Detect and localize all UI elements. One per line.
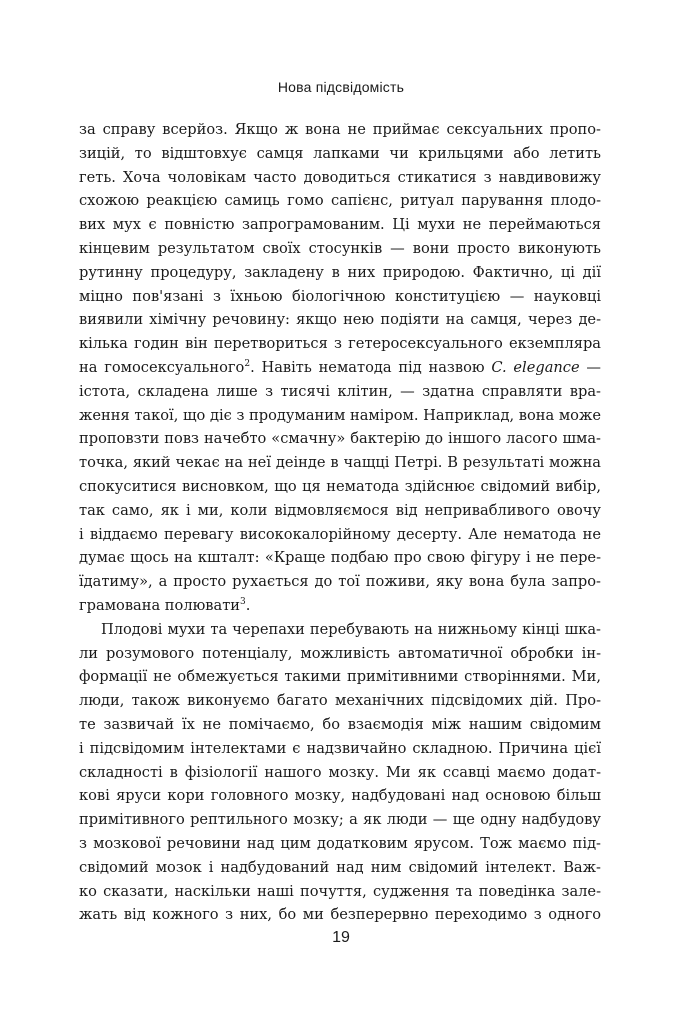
text-line: кілька годин він перетвориться з гетеросексуального екземпляра xyxy=(79,335,601,353)
page-number: 19 xyxy=(332,929,350,946)
text-line: істота, складена лише з тисячі клітин, — здатна справляти вра- xyxy=(79,382,601,400)
text-line: формації не обмежується такими примітивними створіннями. Ми, xyxy=(79,668,601,686)
text-segment: — xyxy=(579,358,601,376)
text-line: міцно пов'язані з їхньою біологічною конституцією — науковці xyxy=(79,287,601,305)
text-line: думає щось на кшталт: «Краще подбаю про свою фігуру і не пере- xyxy=(79,549,601,567)
text-line: точка, який чекає на неї деінде в чащці Петрі. В результаті можна xyxy=(79,454,601,472)
text-line: за справу всерйоз. Якщо ж вона не приймає сексуальних пропо- xyxy=(79,121,601,138)
body-text xyxy=(79,118,601,927)
species-name: C. elegance xyxy=(491,358,580,376)
text-line: їдатиму», а просто рухається до тої поживи, яку вона була запро- xyxy=(79,573,601,591)
text-line: геть. Хоча чоловікам часто доводиться стикатися з навдивовижу xyxy=(79,168,601,186)
text-line: спокуситися висновком, що ця нематода здійснює свідомий вибір, xyxy=(79,477,601,495)
text-line: рутинну процедуру, закладену в них природою. Фактично, ці дії xyxy=(79,263,601,281)
text-line: проповзти повз начебто «смачну» бактерію до іншого ласого шма- xyxy=(79,430,601,448)
text-line: свідомий мозок і надбудований над ним свідомий інтелект. Важ- xyxy=(79,858,601,876)
text-line: жать від кожного з них, бо ми безперервно переходимо з одного xyxy=(79,906,601,924)
text-line: ження такої, що діє з продуманим наміром. Наприклад, вона може xyxy=(79,406,602,424)
text-line: з мозкової речовини над цим додатковим ярусом. Тож маємо під- xyxy=(79,834,601,852)
text-line: ли розумового потенціалу, можливість автоматичної обробки ін- xyxy=(79,644,601,662)
text-segment: . Навіть нематода під назвою xyxy=(250,358,492,376)
text-segment: на гомосексуального xyxy=(79,358,245,376)
text-segment: . xyxy=(245,596,251,614)
text-line: зицій, то відштовхує самця лапками чи крильцями або летить xyxy=(79,144,601,162)
text-line: кові яруси кори головного мозку, надбудовані над основою більш xyxy=(79,787,601,805)
text-line: виявили хімічну речовину: якщо нею подіяти на самця, через де- xyxy=(79,311,601,329)
text-line-with-footnote xyxy=(79,356,601,380)
text-segment: грамована полювати xyxy=(79,596,241,614)
text-line: люди, також виконуємо багато механічних підсвідомих дій. Про- xyxy=(79,692,601,710)
paragraph-start-line: Плодові мухи та черепахи перебувають на нижньому кінці шка- xyxy=(101,620,601,638)
text-line: примітивного рептильного мозку; а як люди — ще одну надбудову xyxy=(79,811,601,829)
paragraph-end-line xyxy=(79,594,601,618)
text-line: і підсвідомим інтелектами є надзвичайно складною. Причина цієї xyxy=(79,739,601,757)
text-line: вих мух є повністю запрограмованим. Ці мухи не переймаються xyxy=(79,216,601,234)
text-line: схожою реакцією самиць гомо сапієнс, ритуал парування плодо- xyxy=(79,192,601,210)
footnote-ref-3[interactable]: 3 xyxy=(240,597,246,608)
running-head: Нова підсвідомість xyxy=(277,79,405,95)
text-line: те зазвичай їх не помічаємо, бо взаємодія між нашим свідомим xyxy=(79,715,601,733)
text-line: так само, як і ми, коли відмовляємося від непривабливого овочу xyxy=(79,501,601,519)
text-line: і віддаємо перевагу висококалорійному десерту. Але нематода не xyxy=(79,525,601,543)
text-line: ко сказати, наскільки наші почуття, судження та поведінка зале- xyxy=(79,882,601,900)
text-line: складності в фізіології нашого мозку. Ми як ссавці маємо додат- xyxy=(79,763,601,781)
text-line: кінцевим результатом своїх стосунків — вони просто виконують xyxy=(79,239,601,257)
footnote-ref-2[interactable]: 2 xyxy=(244,359,251,370)
